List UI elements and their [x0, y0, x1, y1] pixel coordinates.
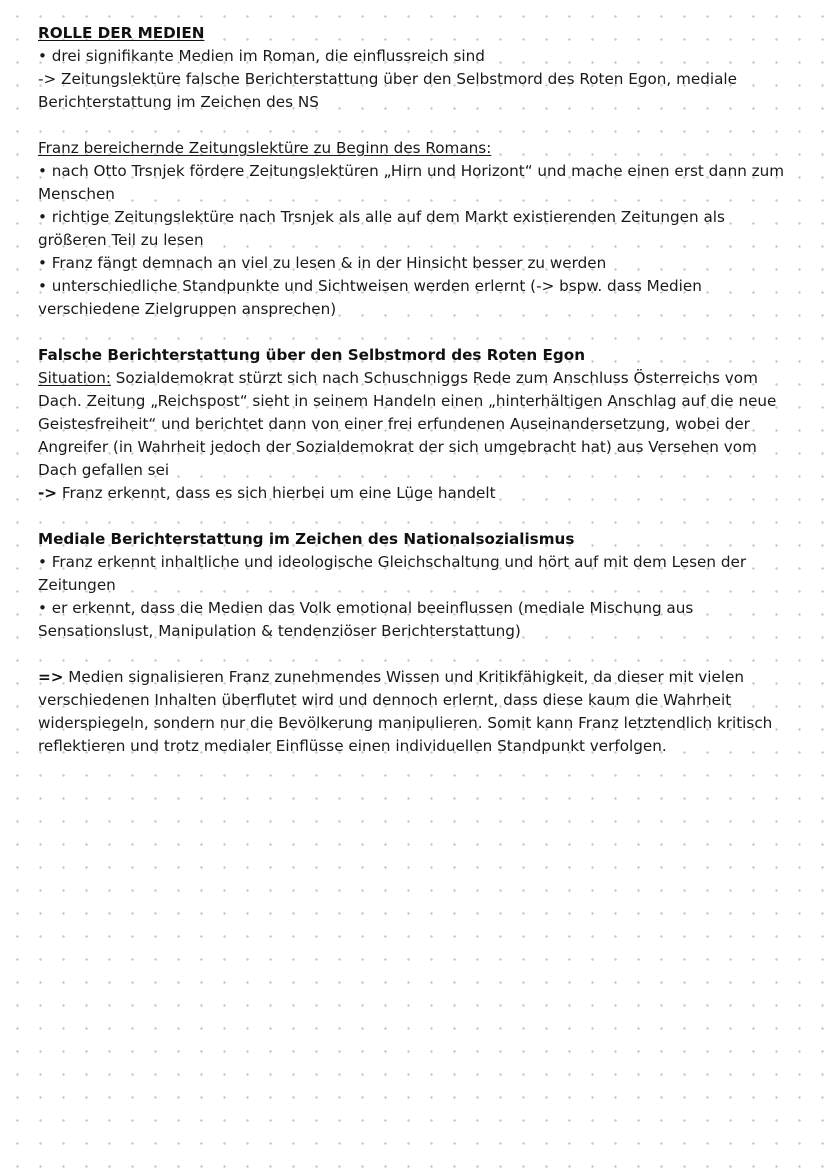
text-line: Dach gefallen sei — [38, 461, 170, 479]
text-line: • drei signifikante Medien im Roman, die einflussreich sind — [38, 47, 485, 65]
situation-text: Sozialdemokrat stürzt sich nach Schuschniggs Rede zum Anschluss Österreichs vom — [110, 369, 758, 387]
bullet-line: • Franz fängt demnach an viel zu lesen & in der Hinsicht besser zu werden — [38, 254, 607, 272]
text-line: Menschen — [38, 185, 115, 203]
text-line: reflektieren und trotz medialer Einflüsse einen individuellen Standpunkt verfolgen. — [38, 737, 667, 755]
intro-block — [38, 22, 798, 114]
bullet-line: • unterschiedliche Standpunkte und Sichtweisen werden erlernt (-> bspw. dass Medien — [38, 277, 702, 295]
text-line: Berichterstattung im Zeichen des NS — [38, 93, 319, 111]
conclusion-line — [38, 482, 798, 505]
section-heading: Mediale Berichterstattung im Zeichen des Nationalsozialismus — [38, 530, 575, 548]
text-line: verschiedene Zielgruppen ansprechen) — [38, 300, 337, 318]
page-title: ROLLE DER MEDIEN — [38, 24, 205, 42]
double-arrow-marker: => — [38, 668, 64, 686]
text-line: Angreifer (in Wahrheit jedoch der Sozialdemokrat der sich umgebracht hat) aus Versehen vom — [38, 438, 757, 456]
bullet-line: • er erkennt, dass die Medien das Volk emotional beeinflussen (mediale Mischung aus — [38, 599, 694, 617]
section-roter-egon — [38, 344, 798, 505]
section-nationalsozialismus — [38, 528, 798, 643]
text-line: Dach. Zeitung „Reichspost“ sieht in seinem Handeln einen „hinterhältigen Anschlag auf die neue — [38, 392, 777, 410]
arrow-marker: -> — [38, 484, 58, 502]
summary-text: Medien signalisieren Franz zunehmendes Wissen und Kritikfähigkeit, da dieser mit vielen — [63, 668, 745, 686]
text-line: widerspiegeln, sondern nur die Bevölkerung manipulieren. Somit kann Franz letztendlich kritisch — [38, 714, 773, 732]
bullet-line: • richtige Zeitungslektüre nach Trsnjek als alle auf dem Markt existierenden Zeitungen als — [38, 208, 725, 226]
section-heading: Franz bereichernde Zeitungslektüre zu Beginn des Romans: — [38, 139, 492, 157]
text-line: Sensationslust, Manipulation & tendenziöser Berichterstattung) — [38, 622, 521, 640]
situation-label: Situation: — [38, 369, 111, 387]
text-line: verschiedenen Inhalten überflutet wird und dennoch erlernt, dass diese kaum die Wahrheit — [38, 691, 732, 709]
summary-block — [38, 666, 798, 758]
conclusion-text: Franz erkennt, dass es sich hierbei um eine Lüge handelt — [57, 484, 496, 502]
text-line: Geistesfreiheit“ und berichtet dann von einer frei erfundenen Auseinandersetzung, wobei der — [38, 415, 750, 433]
situation-line — [38, 367, 798, 390]
section-zeitungslektuere — [38, 137, 798, 321]
bullet-line: • Franz erkennt inhaltliche und ideologische Gleichschaltung und hört auf mit dem Lesen der — [38, 553, 747, 571]
summary-line — [38, 666, 798, 689]
bullet-line: • nach Otto Trsnjek fördere Zeitungslektüren „Hirn und Horizont“ und mache einen erst dann zum — [38, 162, 785, 180]
document-page — [38, 22, 798, 781]
section-heading: Falsche Berichterstattung über den Selbstmord des Roten Egon — [38, 346, 586, 364]
text-line: Zeitungen — [38, 576, 116, 594]
text-line: größeren Teil zu lesen — [38, 231, 204, 249]
text-line: -> Zeitungslektüre falsche Berichterstattung über den Selbstmord des Roten Egon, mediale — [38, 70, 737, 88]
